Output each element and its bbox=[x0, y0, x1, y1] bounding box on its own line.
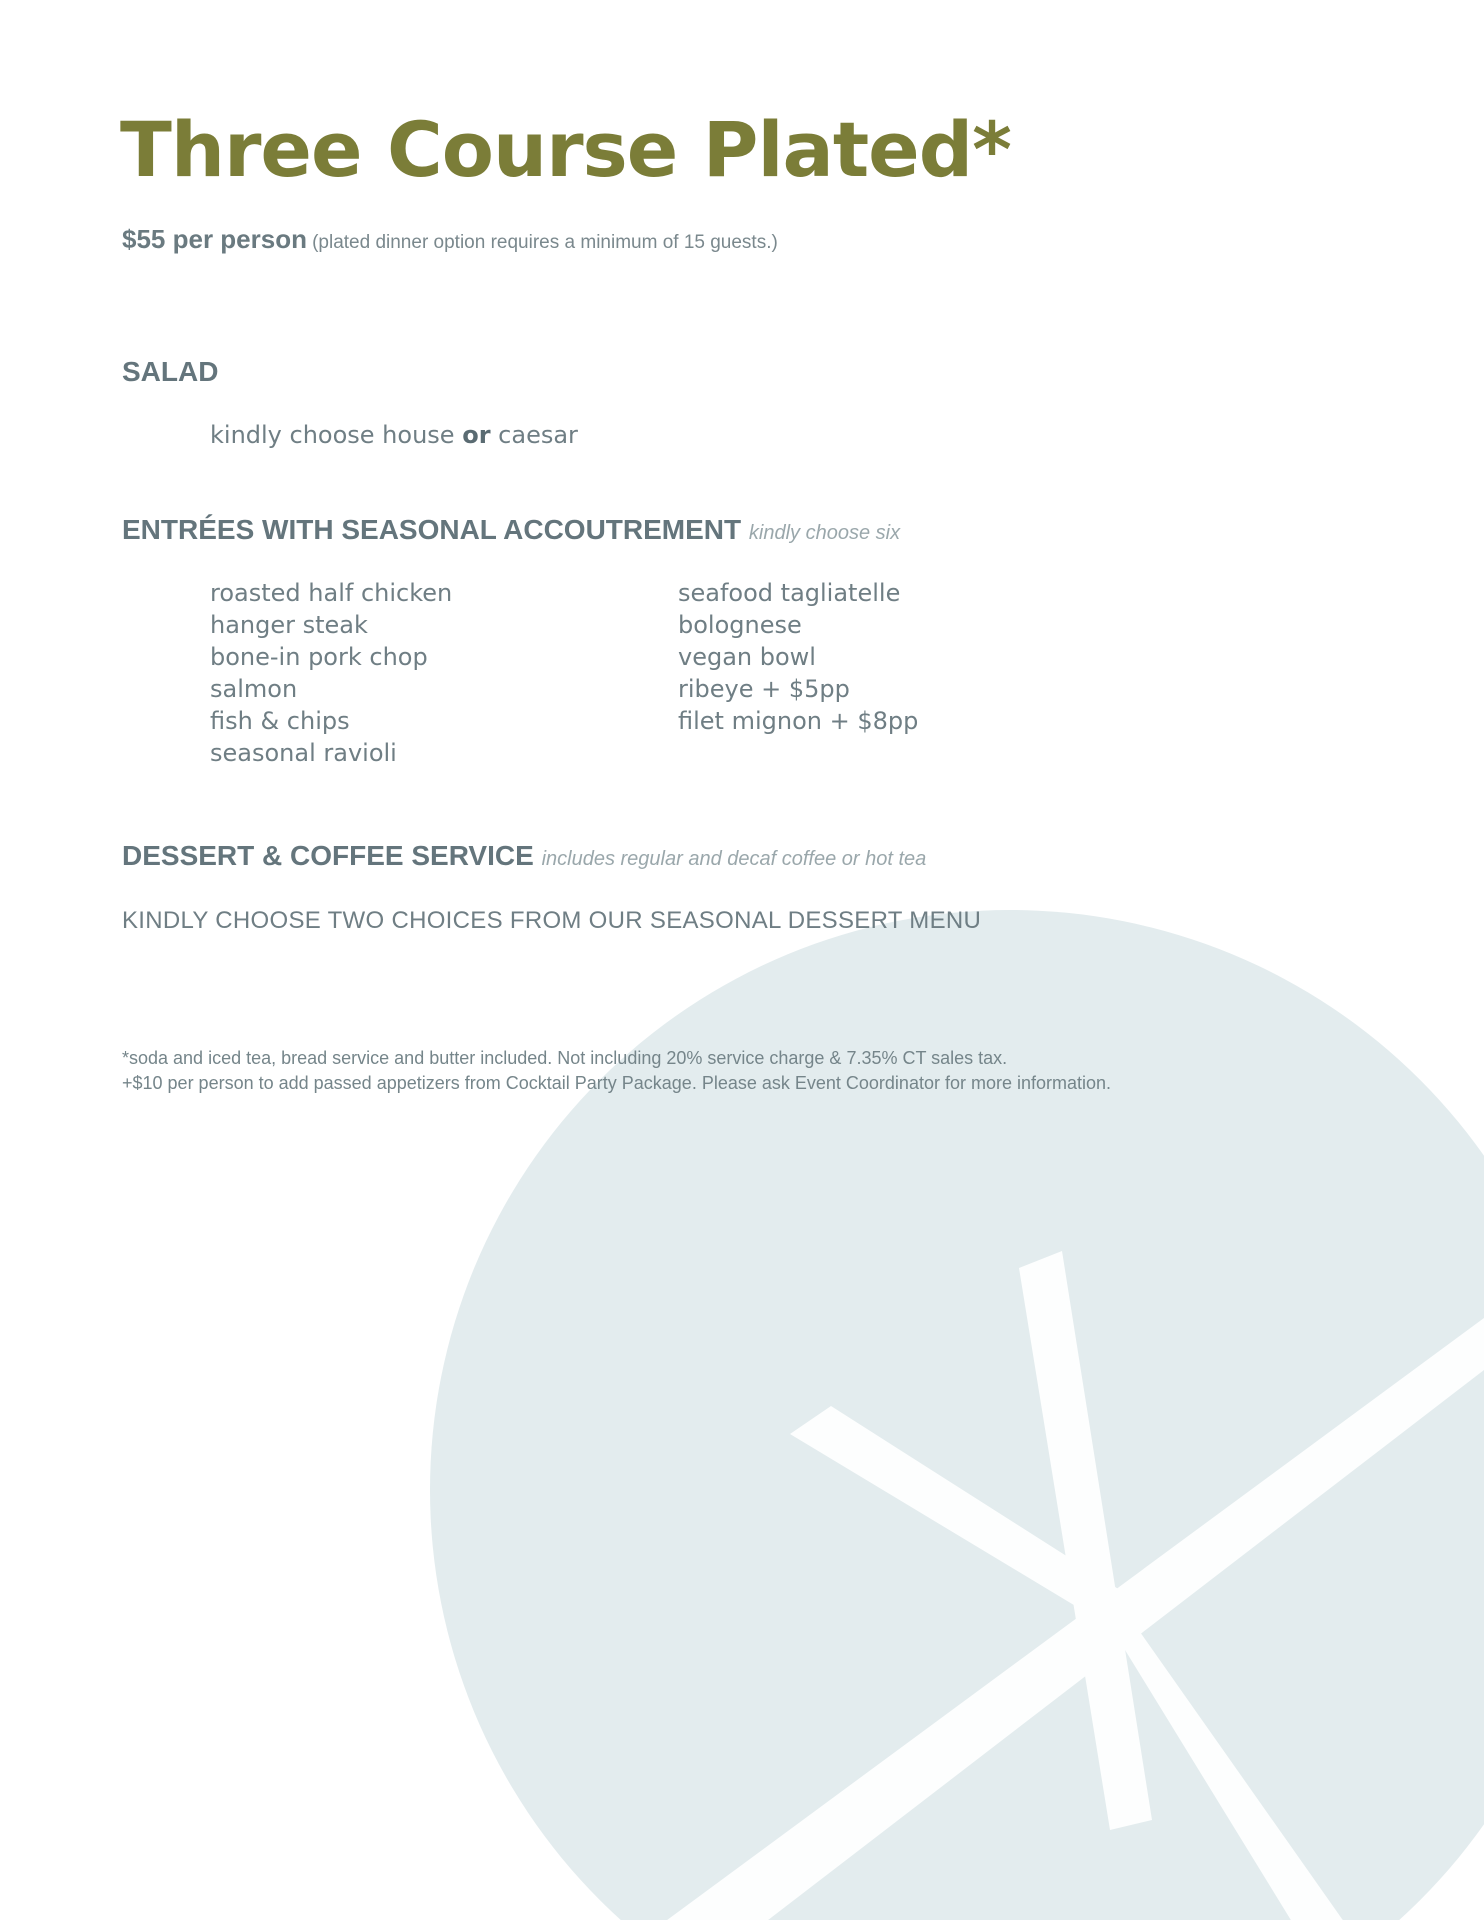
list-item: bone-in pork chop bbox=[210, 643, 428, 671]
list-item: roasted half chicken bbox=[210, 579, 453, 607]
list-item: bolognese bbox=[678, 611, 802, 639]
salad-heading-text: SALAD bbox=[122, 356, 219, 387]
page-title: Three Course Plated* bbox=[120, 105, 1011, 194]
dessert-instruction: KINDLY CHOOSE TWO CHOICES FROM OUR SEASONAL DESSERT MENU bbox=[122, 907, 982, 934]
price-note: (plated dinner option requires a minimum of 15 guests.) bbox=[312, 232, 778, 253]
list-item: hanger steak bbox=[210, 611, 368, 639]
list-item: ribeye + $5pp bbox=[678, 675, 850, 703]
entrees-heading bbox=[122, 516, 900, 544]
dessert-heading-text: DESSERT & COFFEE SERVICE bbox=[122, 840, 534, 871]
entree-list-left bbox=[210, 577, 452, 769]
dessert-heading-note: includes regular and decaf coffee or hot tea bbox=[541, 848, 927, 870]
entrees-heading-note: kindly choose six bbox=[748, 522, 901, 544]
price: $55 per person bbox=[122, 224, 307, 254]
list-item: vegan bowl bbox=[678, 643, 816, 671]
list-item: salmon bbox=[210, 675, 298, 703]
footnotes bbox=[122, 1046, 1111, 1096]
list-item: fish & chips bbox=[210, 707, 350, 735]
entrees-heading-text: ENTRÉES WITH SEASONAL ACCOUTREMENT bbox=[122, 514, 742, 545]
footnote: +$10 per person to add passed appetizers from Cocktail Party Package. Please ask Event Coordinator for more information. bbox=[122, 1073, 1112, 1093]
salad-choice-house: kindly choose house bbox=[210, 421, 455, 449]
dessert-heading bbox=[122, 842, 926, 870]
salad-choice-or: or bbox=[462, 421, 491, 449]
salad-heading bbox=[122, 358, 218, 386]
price-line bbox=[122, 224, 778, 255]
salad-choice bbox=[210, 421, 578, 449]
salad-choice-caesar: caesar bbox=[498, 421, 578, 449]
list-item: filet mignon + $8pp bbox=[678, 707, 919, 735]
list-item: seasonal ravioli bbox=[210, 739, 397, 767]
entree-list-right bbox=[678, 577, 918, 737]
footnote: *soda and iced tea, bread service and butter included. Not including 20% service charge & 7.35% CT sales tax. bbox=[122, 1048, 1008, 1068]
list-item: seafood tagliatelle bbox=[678, 579, 901, 607]
